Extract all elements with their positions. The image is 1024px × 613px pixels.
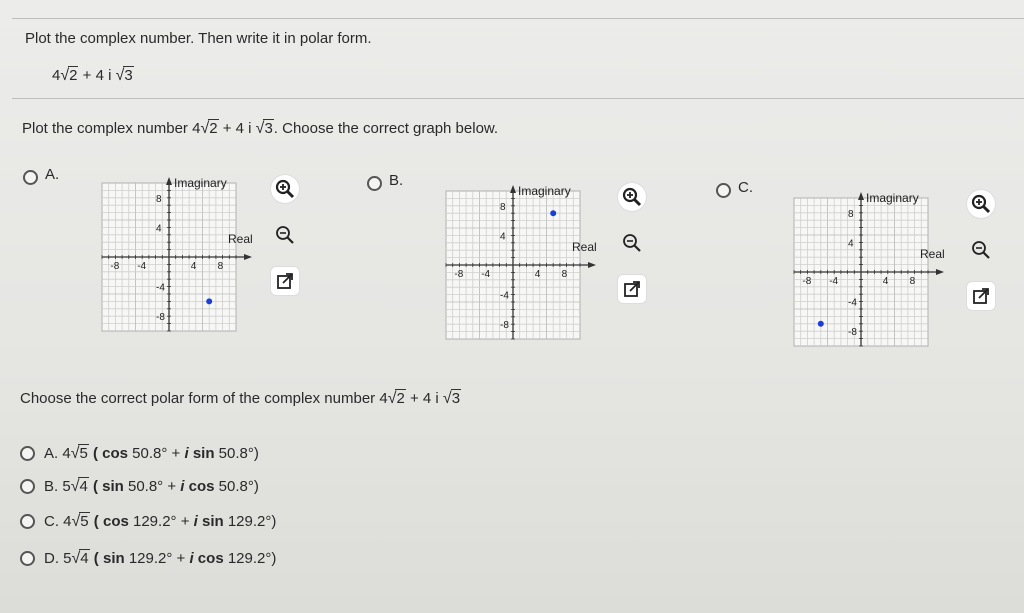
answer-option-text: D. 5√4 ( sin 129.2° + i cos 129.2°) [44,550,277,567]
plotted-point [818,321,824,327]
x-tick-label: -4 [481,269,491,280]
graph-option-label: C. [738,179,753,196]
zoom-in-icon[interactable] [271,175,299,203]
zoom-out-icon[interactable] [967,236,995,264]
y-tick-label: -4 [500,290,509,302]
y-tick-label: -8 [156,312,165,324]
answer-option-b-radio[interactable] [20,479,35,494]
zoom-out-icon[interactable] [618,229,646,257]
graph-option-c-radio[interactable] [716,183,731,198]
graph-option-b-radio[interactable] [367,176,382,191]
graph-option-label: B. [389,172,404,189]
popout-icon[interactable] [271,267,299,295]
answer-option-text: C. 4√5 ( cos 129.2° + i sin 129.2°) [44,513,277,530]
complex-plane-graph-b[interactable] [440,183,610,343]
x-tick-label: 8 [217,261,224,272]
popout-icon[interactable] [618,275,646,303]
answer-option-a-radio[interactable] [20,446,35,461]
answer-option-d-radio[interactable] [20,551,35,566]
x-tick-label: 8 [909,276,916,287]
y-tick-label: 4 [156,223,162,235]
y-tick-label: 8 [500,201,506,213]
x-tick-label: 8 [561,269,568,280]
graph-option-a-radio[interactable] [23,170,38,185]
number-coef: 4 [52,67,61,84]
x-axis-label: Real [228,232,253,246]
y-tick-label: -8 [848,327,857,339]
graph-option-label: A. [45,166,60,183]
y-tick-label: 8 [156,193,162,205]
question-number: 4√2 + 4 i √3 [52,67,133,84]
x-tick-label: -4 [829,276,839,287]
number-rad1: 2 [69,67,78,84]
question-prompt: Plot the complex number. Then write it in polar form. [25,30,372,47]
y-tick-label: -4 [156,282,165,294]
part1-instruction: Plot the complex number 4√2 + 4 i √3. Choose the correct graph below. [22,120,499,137]
x-tick-label: -8 [802,276,812,287]
x-tick-label: -8 [110,261,120,272]
x-tick-label: -8 [454,269,464,280]
complex-plane-graph-a[interactable] [96,175,266,335]
y-tick-label: 8 [848,208,854,220]
y-tick-label: -4 [848,297,857,309]
plotted-point [206,298,212,304]
answer-option-c-radio[interactable] [20,514,35,529]
x-tick-label: -4 [137,261,147,272]
question-divider [12,98,1024,99]
zoom-in-icon[interactable] [618,183,646,211]
top-divider [12,18,1024,19]
plotted-point [550,210,556,216]
x-tick-label: 4 [190,261,197,272]
x-axis-label: Real [572,240,597,254]
y-tick-label: 4 [848,238,854,250]
zoom-out-icon[interactable] [271,221,299,249]
answer-option-text: B. 5√4 ( sin 50.8° + i cos 50.8°) [44,478,259,495]
popout-icon[interactable] [967,282,995,310]
y-tick-label: 4 [500,231,506,243]
part2-instruction: Choose the correct polar form of the complex number 4√2 + 4 i √3 [20,390,461,407]
number-mid: + 4 i [78,67,116,84]
number-rad2: 3 [124,67,133,84]
x-axis-label: Real [920,247,945,261]
answer-option-text: A. 4√5 ( cos 50.8° + i sin 50.8°) [44,445,259,462]
zoom-in-icon[interactable] [967,190,995,218]
y-axis-label: Imaginary [866,191,919,205]
x-tick-label: 4 [882,276,889,287]
y-axis-label: Imaginary [518,184,571,198]
complex-plane-graph-c[interactable] [788,190,958,350]
y-tick-label: -8 [500,320,509,332]
x-tick-label: 4 [534,269,541,280]
y-axis-label: Imaginary [174,176,227,190]
